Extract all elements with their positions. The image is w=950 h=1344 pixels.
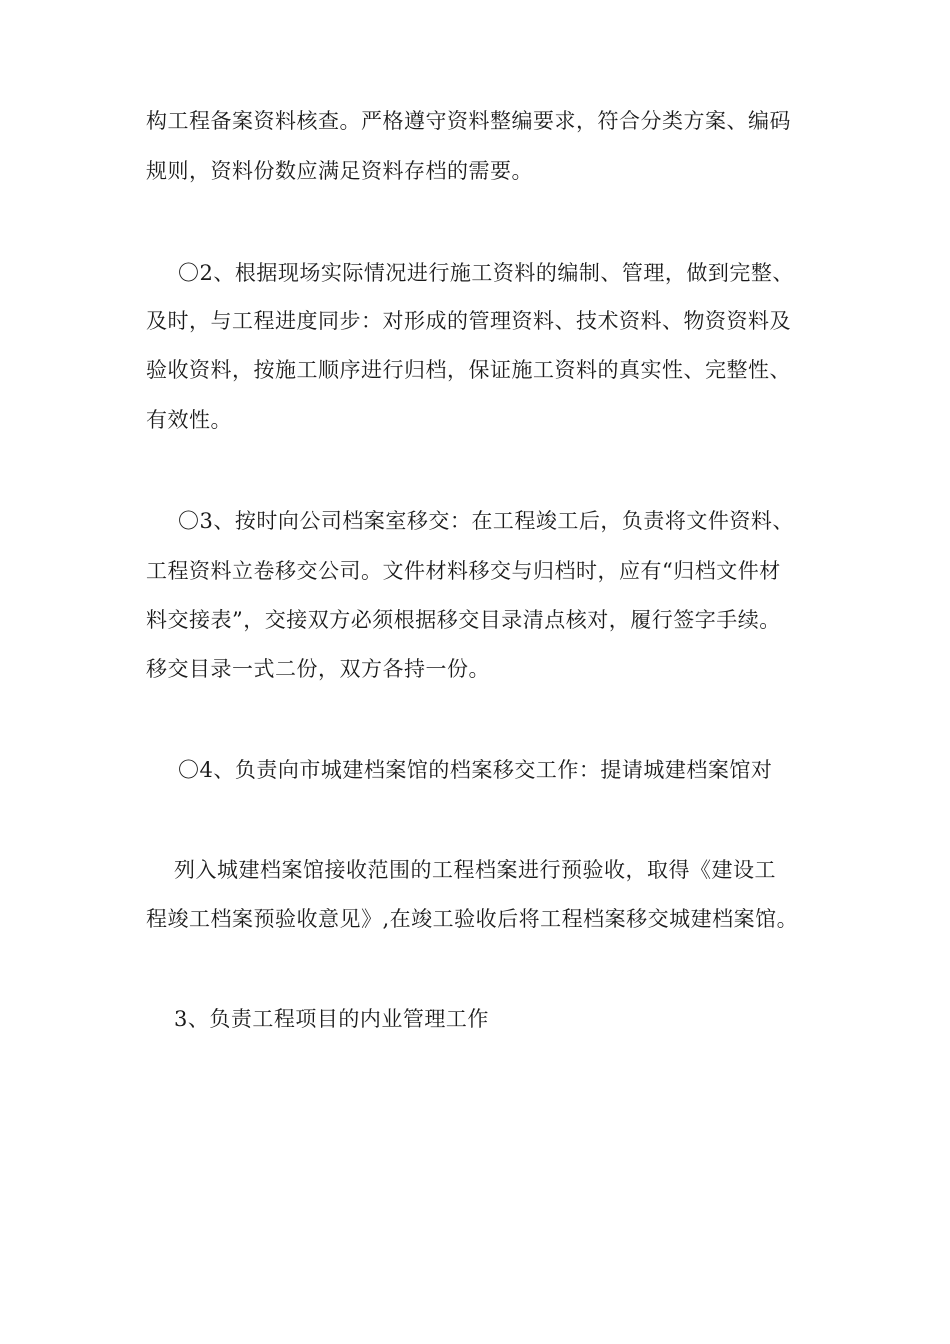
paragraph-3-line-2: 工程资料立卷移交公司。文件材料移交与归档时，应有“归档文件材 xyxy=(146,559,781,583)
paragraph-3-line-4: 移交目录一式二份，双方各持一份。 xyxy=(146,657,490,681)
paragraph-1-line-1: 构工程备案资料核查。严格遵守资料整编要求，符合分类方案、编码 xyxy=(146,109,791,133)
paragraph-2-line-3: 验收资料，按施工顺序进行归档，保证施工资料的真实性、完整性、 xyxy=(146,358,791,382)
paragraph-2-line-1: 〇2、根据现场实际情况进行施工资料的编制、管理，做到完整、 xyxy=(178,261,794,285)
paragraph-3-line-3: 料交接表”，交接双方必须根据移交目录清点核对，履行签字手续。 xyxy=(146,608,781,632)
paragraph-5-line-2: 程竣工档案预验收意见》,在竣工验收后将工程档案移交城建档案馆。 xyxy=(146,907,799,931)
paragraph-2-line-4: 有效性。 xyxy=(146,408,232,432)
paragraph-5-line-1: 列入城建档案馆接收范围的工程档案进行预验收，取得《建设工 xyxy=(174,858,776,882)
paragraph-1-line-2: 规则，资料份数应满足资料存档的需要。 xyxy=(146,159,533,183)
paragraph-4-line-1: 〇4、负责向市城建档案馆的档案移交工作：提请城建档案馆对 xyxy=(178,758,773,782)
paragraph-2-line-2: 及时，与工程进度同步：对形成的管理资料、技术资料、物资资料及 xyxy=(146,309,791,333)
paragraph-3-line-1: 〇3、按时向公司档案室移交：在工程竣工后，负责将文件资料、 xyxy=(178,509,794,533)
paragraph-6-line-1: 3、负责工程项目的内业管理工作 xyxy=(174,1007,489,1031)
